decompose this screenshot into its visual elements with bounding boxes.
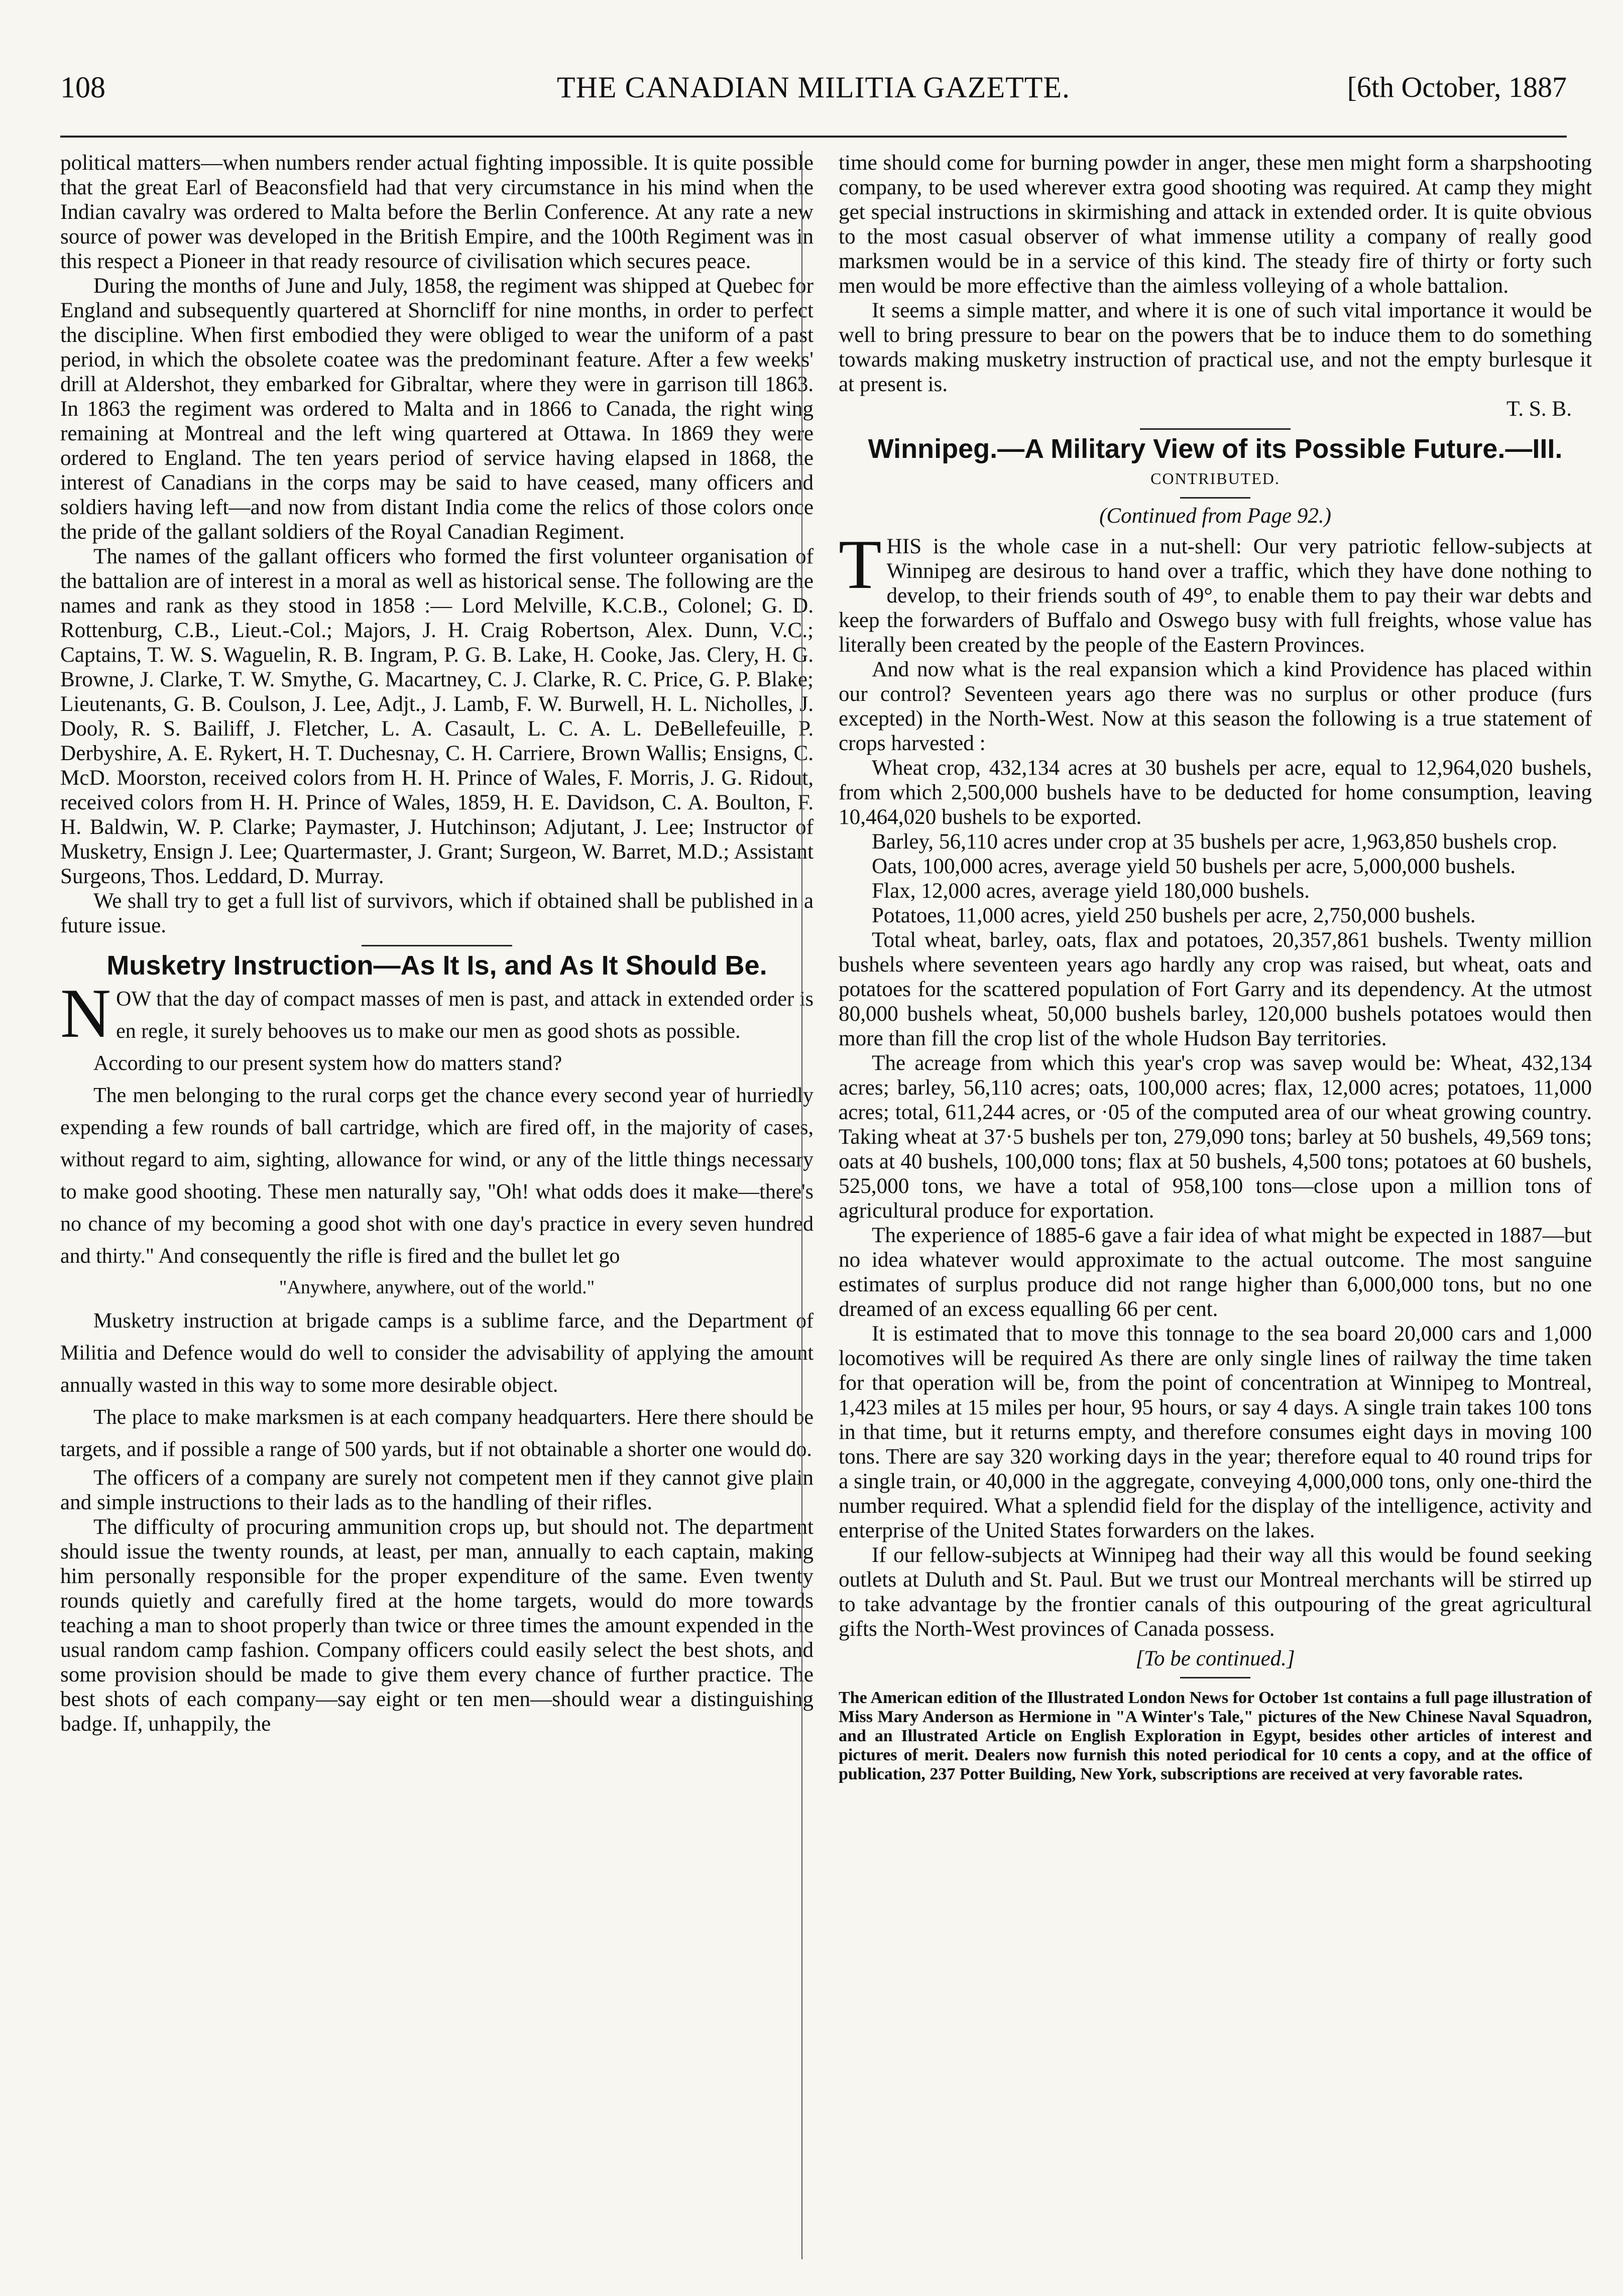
newspaper-title: THE CANADIAN MILITIA GAZETTE.	[556, 71, 1071, 104]
article-lead: THIS is the whole case in a nut-shell: Our very patriotic fellow-subjects at Winnipeg are desirous to hand over a traffic, which they have done nothing to develop, to their friends south of 49°, to enable them to pay their war debts and keep the forwarders of Buffalo and Oswego busy with full freights, whose value has literally been created by the people of the Eastern Provinces.	[839, 526, 1592, 657]
issue-date: [6th October, 1887	[1347, 71, 1567, 103]
article-lead: NOW that the day of compact masses of men is past, and attack in extended order is en regle, it surely behooves us to make our men as good shots as possible.	[60, 975, 814, 1052]
signature: T. S. B.	[1506, 397, 1572, 421]
paragraph: We shall try to get a full list of survivors, which if obtained shall be published in a future issue.	[60, 889, 814, 937]
byline: CONTRIBUTED.	[1150, 469, 1280, 488]
section-rule	[362, 945, 512, 946]
paragraph: It is estimated that to move this tonnage to the sea board 20,000 cars and 1,000 locomotives will be required As there are only single lines of railway the time taken for that operation will be, from the point of concentration at Winnipeg to Montreal, 1,423 miles at 15 miles per hour, 95 hours, or say 4 days. A single train takes 100 tons in that time, but it returns empty, and therefore consumes eight days in moving 100 tons. There are say 320 working days in the year; therefore equal to 40 round trips for a single train, or 40,000 in the aggregate, conveying 4,000,000 tons, only one-third the number required. What a splendid field for the display of the intelligence, activity and enterprise of the United States forwarders on the lakes.	[839, 1322, 1592, 1542]
to-be-continued: [To be continued.]	[1135, 1647, 1295, 1670]
header-rule	[60, 136, 1567, 138]
paragraph: Wheat crop, 432,134 acres at 30 bushels per acre, equal to 12,964,020 bushels, from which 2,500,000 bushels have to be deducted for home consumption, leaving 10,464,020 bushels to be exported.	[839, 756, 1592, 829]
quotation: "Anywhere, anywhere, out of the world."	[279, 1277, 595, 1298]
right-column	[839, 151, 1592, 1784]
paragraph: Total wheat, barley, oats, flax and potatoes, 20,357,861 bushels. Twenty million bushels where seventeen years ago hardly any crop was raised, but wheat, oats and potatoes for the scattered population of Fort Garry and its dependency. At the utmost 80,000 bushels wheat, 50,000 bushels barley, 120,000 bushels potatoes would then more than fill the crop list of the whole Hudson Bay territories.	[839, 928, 1592, 1050]
byline-rule	[1180, 497, 1250, 499]
paragraph: The acreage from which this year's crop was savep would be: Wheat, 432,134 acres; barley, 56,110 acres; oats, 100,000 acres; flax, 12,000 acres; potatoes, 11,000 acres; total, 611,244 acres, or ·05 of the computed area of our wheat growing country. Taking wheat at 37·5 bushels per ton, 279,090 tons; barley at 50 bushels, 49,569 tons; oats at 40 bushels, 100,000 tons; flax at 50 bushels, 4,500 tons; potatoes at 60 bushels, 525,000 tons, we have a total of 958,100 tons—close upon a million tons of agricultural produce for exportation.	[839, 1051, 1592, 1223]
drop-cap: T	[839, 526, 882, 603]
paragraph: Oats, 100,000 acres, average yield 50 bushels per acre, 5,000,000 bushels.	[872, 855, 1516, 878]
paragraph: The experience of 1885-6 gave a fair idea of what might be expected in 1887—but no idea whatever would approximate to the actual outcome. The most sanguine estimates of surplus produce did not range higher than 6,000,000 tons, but no one dreamed of an excess equalling 66 per cent.	[839, 1224, 1592, 1321]
paragraph: It seems a simple matter, and where it is one of such vital importance it would be well to bring pressure to bear on the powers that be to induce them to do something towards making musketry instruction of practical use, and not the empty burlesque it at present is.	[839, 299, 1592, 396]
paragraph: The place to make marksmen is at each company headquarters. Here there should be targets, and if possible a range of 500 yards, but if not obtainable a shorter one would do.	[60, 1406, 814, 1461]
notice-paragraph: The American edition of the Illustrated London News for October 1st contains a full page illustration of Miss Mary Anderson as Hermione in "A Winter's Tale," pictures of the New Chinese Naval Squadron, and an Illustrated Article on English Exploration in Egypt, besides other articles of interest and pictures of merit. Dealers now furnish this noted periodical for 10 cents a copy, and at the office of publication, 237 Potter Building, New York, subscriptions are received at very favorable rates.	[839, 1688, 1592, 1783]
paragraph: If our fellow-subjects at Winnipeg had their way all this would be found seeking outlets at Duluth and St. Paul. But we trust our Montreal merchants will be stirred up to take advantage by the frontier canals of this outpouring of the great agricultural gifts the North-West provinces of Canada possess.	[839, 1543, 1592, 1641]
paragraph: Musketry instruction at brigade camps is a sublime farce, and the Department of Militia and Defence would do well to consider the advisability of applying the amount annually wasted in this way to some more desirable object.	[60, 1309, 814, 1397]
column-divider	[801, 151, 802, 2259]
paragraph: During the months of June and July, 1858, the regiment was shipped at Quebec for England and subsequently quartered at Shorncliff for nine months, in order to perfect the discipline. When first embodied they were obliged to wear the uniform of a past period, in which the obsolete coatee was the predominant feature. After a few weeks' drill at Aldershot, they embarked for Gibraltar, where they were in garrison till 1863. In 1863 the regiment was ordered to Malta and in 1866 to Canada, the right wing remaining at Montreal and the left wing quartered at Ottawa. In 1869 they were ordered to England. The ten years period of service having elapsed in 1868, the interest of Canadians in the corps may be said to have ceased, many officers and soldiers having left—and now from distant India come the relics of those colors once the pride of the gallant soldiers of the Royal Canadian Regiment.	[60, 274, 814, 544]
paragraph: The men belonging to the rural corps get the chance every second year of hurriedly expending a few rounds of ball cartridge, which are fired off, in the majority of cases, without regard to aim, sighting, allowance for wind, or any of the little things necessary to make good shooting. These men naturally say, "Oh! what odds does it make—there's no chance of my becoming a good shot with one day's practice in every seven hundred and thirty." And consequently the rifle is fired and the bullet let go	[60, 1084, 814, 1268]
paragraph: political matters—when numbers render actual fighting impossible. It is quite possible that the great Earl of Beaconsfield had that very circumstance in his mind when the Indian cavalry was ordered to Malta before the Berlin Conference. At any rate a new source of power was developed in the British Empire, and the 100th Regiment was in this respect a Pioneer in that ready resource of civilisation which secures peace.	[60, 151, 814, 273]
drop-cap: N	[60, 975, 111, 1052]
paragraph: Potatoes, 11,000 acres, yield 250 bushels per acre, 2,750,000 bushels.	[872, 904, 1476, 927]
paragraph: Barley, 56,110 acres under crop at 35 bushels per acre, 1,963,850 bushels crop.	[872, 830, 1558, 854]
paragraph: The officers of a company are surely not competent men if they cannot give plain and simple instructions to their lads as to the handling of their rifles.	[60, 1466, 814, 1514]
continued-note: (Continued from Page 92.)	[1099, 504, 1331, 528]
paragraph: According to our present system how do matters stand?	[93, 1052, 562, 1075]
article-heading: Musketry Instruction—As It Is, and As It Should Be.	[106, 950, 767, 981]
paragraph: time should come for burning powder in anger, these men might form a sharpshooting company, to be used wherever extra good shooting was required. At camp they might get special instructions in skirmishing and attack in extended order. It is quite obvious to the most casual observer of what immense utility a company of really good marksmen would be in a service of this kind. The steady fire of thirty or forty such men would be more effective than the aimless volleying of a whole battalion.	[839, 151, 1592, 298]
notice-rule	[1180, 1677, 1250, 1678]
paragraph: And now what is the real expansion which a kind Providence has placed within our control? Seventeen years ago there was no surplus or other produce (furs excepted) in the North-West. Now at this season the following is a true statement of crops harvested :	[839, 658, 1592, 755]
page-header	[60, 70, 1567, 131]
section-rule	[1140, 428, 1291, 430]
paragraph: The difficulty of procuring ammunition crops up, but should not. The department should issue the twenty rounds, at least, per man, annually to each captain, making him personally responsible for the proper expenditure of the same. Even twenty rounds quietly and carefully fired at the home targets, would do more towards teaching a man to shoot properly than twice or three times the amount expended in the usual random camp fashion. Company officers could easily select the best shots, and some provision should be made to give them every chance of further practice. The best shots of each company—say eight or ten men—should wear a distinguishing badge. If, unhappily, the	[60, 1515, 814, 1736]
article-heading: Winnipeg.—A Military View of its Possible Future.—III.	[868, 434, 1563, 464]
paragraph: Flax, 12,000 acres, average yield 180,000 bushels.	[872, 879, 1310, 903]
page-number: 108	[60, 71, 105, 104]
paragraph: The names of the gallant officers who formed the first volunteer organisation of the battalion are of interest in a moral as well as historical sense. The following are the names and rank as they stood in 1858 :— Lord Melville, K.C.B., Colonel; G. D. Rottenburg, C.B., Lieut.-Col.; Majors, J. H. Craig Robertson, Alex. Dunn, V.C.; Captains, T. W. S. Waguelin, R. B. Ingram, P. G. B. Lake, H. Cooke, Jas. Clery, H. G. Browne, J. Clarke, T. W. Smythe, G. Macartney, C. J. Clarke, R. C. Price, G. P. Blake; Lieutenants, G. B. Coulson, J. Lee, Adjt., J. Lamb, F. W. Burwell, H. L. Nicholles, J. Dooly, R. S. Bailiff, J. Fletcher, L. A. Casault, L. C. A. L. DeBellefeuille, P. Derbyshire, A. E. Rykert, H. T. Duchesnay, C. H. Carriere, Brown Wallis; Ensigns, C. McD. Moorston, received colors from H. H. Prince of Wales, F. Morris, J. G. Ridout, received colors from H. H. Prince of Wales, 1859, H. E. Davidson, C. A. Boulton, F. H. Baldwin, W. P. Clarke; Paymaster, J. Hutchinson; Adjutant, J. Lee; Instructor of Musketry, Ensign J. Lee; Quartermaster, J. Grant; Surgeon, W. Barret, M.D.; Assistant Surgeons, Thos. Leddard, D. Murray.	[60, 545, 814, 888]
left-column	[60, 151, 814, 1736]
